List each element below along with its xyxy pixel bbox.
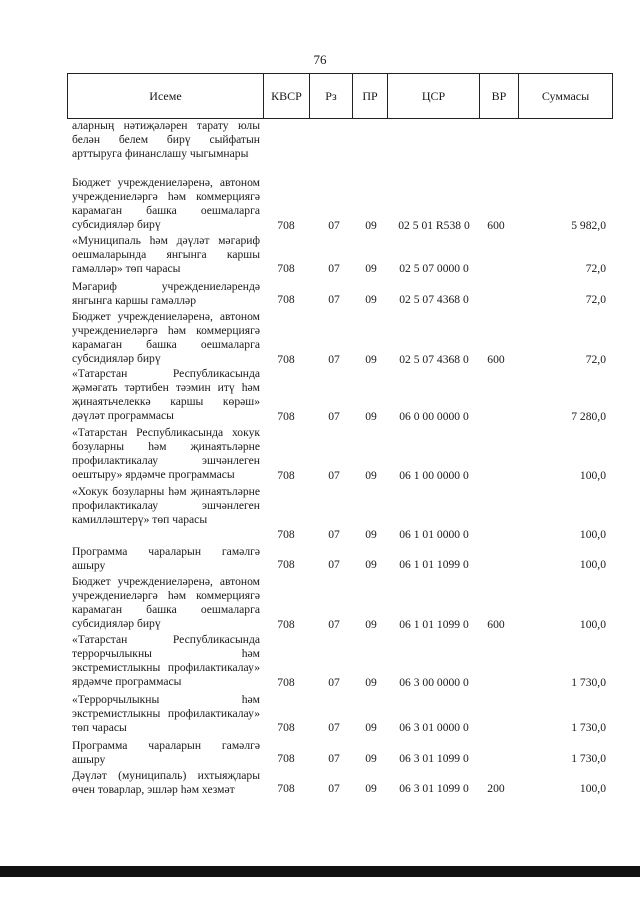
row-csr: 06 1 00 0000 0 xyxy=(399,469,469,482)
row-sum: 5 982,0 xyxy=(571,219,606,232)
header-csr: ЦСР xyxy=(388,74,480,118)
row-sum: 100,0 xyxy=(579,558,606,571)
row-name: «Татарстан Республикасында хокук бозуларны һәм җинаятьләрне профилактикалау эшчәнлеген оештыру» ярдәмче программасы xyxy=(72,426,260,481)
header-vr: ВР xyxy=(480,74,519,118)
row-kvsr: 708 xyxy=(277,469,295,482)
row-csr: 02 5 07 0000 0 xyxy=(399,262,469,275)
row-kvsr: 708 xyxy=(277,558,295,571)
header-sum: Суммасы xyxy=(541,88,590,103)
row-sum: 100,0 xyxy=(579,469,606,482)
row-pr: 09 xyxy=(365,721,377,734)
row-kvsr: 708 xyxy=(277,528,295,541)
row-name: Бюджет учреждениеләренә, автоном учреждениеләргә һәм коммерциягә карамаган башка оешмаларга субсидияләр бирү xyxy=(72,310,260,365)
row-sum: 1 730,0 xyxy=(571,676,606,689)
table-header xyxy=(67,73,613,119)
row-kvsr: 708 xyxy=(277,676,295,689)
row-csr: 06 3 01 1099 0 xyxy=(399,752,469,765)
row-name: «Террорчылыкны һәм экстремистлыкны профилактикалау» төп чарасы xyxy=(72,693,260,734)
row-kvsr: 708 xyxy=(277,721,295,734)
row-pr: 09 xyxy=(365,752,377,765)
row-rz: 07 xyxy=(328,410,340,423)
row-vr: 200 xyxy=(487,782,505,795)
row-csr: 02 5 07 4368 0 xyxy=(399,353,469,366)
row-sum: 7 280,0 xyxy=(571,410,606,423)
row-csr: 06 3 00 0000 0 xyxy=(399,676,469,689)
row-csr: 06 1 01 0000 0 xyxy=(399,528,469,541)
row-rz: 07 xyxy=(328,219,340,232)
row-sum: 1 730,0 xyxy=(571,752,606,765)
row-name: Программа чараларын гамәлгә ашыру xyxy=(72,739,260,766)
row-rz: 07 xyxy=(328,528,340,541)
row-sum: 72,0 xyxy=(585,293,606,306)
row-pr: 09 xyxy=(365,219,377,232)
row-rz: 07 xyxy=(328,558,340,571)
row-rz: 07 xyxy=(328,721,340,734)
row-name: Программа чараларын гамәлгә ашыру xyxy=(72,545,260,572)
row-csr: 06 0 00 0000 0 xyxy=(399,410,469,423)
row-name: аларның нәтиҗәләрен тарату юлы белән белем бирү сыйфатын арттыруга финанслашу чыгымнары xyxy=(72,119,260,160)
row-csr: 06 3 01 0000 0 xyxy=(399,721,469,734)
row-kvsr: 708 xyxy=(277,782,295,795)
row-kvsr: 708 xyxy=(277,410,295,423)
row-kvsr: 708 xyxy=(277,219,295,232)
row-rz: 07 xyxy=(328,782,340,795)
row-rz: 07 xyxy=(328,293,340,306)
row-csr: 06 1 01 1099 0 xyxy=(399,618,469,631)
header-name: Исеме xyxy=(68,74,264,118)
row-kvsr: 708 xyxy=(277,752,295,765)
row-name: «Хокук бозуларны һәм җинаятьләрне профилактикалау эшчәнлеген камилләштерү» төп чарасы xyxy=(72,485,260,526)
row-name: Бюджет учреждениеләренә, автоном учреждениеләргә һәм коммерциягә карамаган башка оешмаларга субсидияләр бирү xyxy=(72,575,260,630)
row-pr: 09 xyxy=(365,410,377,423)
row-pr: 09 xyxy=(365,353,377,366)
header-rz: Рз xyxy=(310,74,353,118)
row-rz: 07 xyxy=(328,752,340,765)
scan-edge-bar xyxy=(0,866,640,877)
row-name: Дәүләт (муниципаль) ихтыяҗлары өчен товарлар, эшләр һәм хезмәт xyxy=(72,769,260,796)
row-sum: 72,0 xyxy=(585,262,606,275)
page-number: 76 xyxy=(313,52,327,67)
row-name: «Татарстан Республикасында террорчылыкны һәм экстремистлыкны профилактикалау» ярдәмче программасы xyxy=(72,633,260,688)
row-pr: 09 xyxy=(365,469,377,482)
row-rz: 07 xyxy=(328,262,340,275)
row-pr: 09 xyxy=(365,618,377,631)
header-kvsr: КВСР xyxy=(264,74,310,118)
row-csr: 02 5 01 R538 0 xyxy=(398,219,470,232)
row-vr: 600 xyxy=(487,618,505,631)
row-pr: 09 xyxy=(365,558,377,571)
row-rz: 07 xyxy=(328,353,340,366)
row-name: «Муниципаль һәм дәүләт мәгариф оешмаларында янгынга каршы гамәлләр» төп чарасы xyxy=(72,234,260,275)
row-sum: 100,0 xyxy=(579,782,606,795)
row-csr: 06 1 01 1099 0 xyxy=(399,558,469,571)
row-pr: 09 xyxy=(365,676,377,689)
row-kvsr: 708 xyxy=(277,618,295,631)
header-pr: ПР xyxy=(353,74,388,118)
row-pr: 09 xyxy=(365,782,377,795)
row-name: «Татарстан Республикасында җәмәгать тәртибен тәэмин итү һәм җинаятьчелеккә каршы көрәш» дәүләт программасы xyxy=(72,367,260,422)
row-sum: 1 730,0 xyxy=(571,721,606,734)
row-csr: 06 3 01 1099 0 xyxy=(399,782,469,795)
row-name: Мәгариф учреждениеләрендә янгынга каршы гамәлләр xyxy=(72,280,260,307)
row-rz: 07 xyxy=(328,676,340,689)
row-kvsr: 708 xyxy=(277,262,295,275)
row-kvsr: 708 xyxy=(277,353,295,366)
row-vr: 600 xyxy=(487,219,505,232)
row-pr: 09 xyxy=(365,262,377,275)
row-pr: 09 xyxy=(365,528,377,541)
row-rz: 07 xyxy=(328,469,340,482)
row-csr: 02 5 07 4368 0 xyxy=(399,293,469,306)
row-name: Бюджет учреждениеләренә, автоном учреждениеләргә һәм коммерциягә карамаган башка оешмаларга субсидияләр бирү xyxy=(72,176,260,231)
row-vr: 600 xyxy=(487,353,505,366)
row-pr: 09 xyxy=(365,293,377,306)
row-sum: 100,0 xyxy=(579,618,606,631)
row-sum: 72,0 xyxy=(585,353,606,366)
row-kvsr: 708 xyxy=(277,293,295,306)
row-sum: 100,0 xyxy=(579,528,606,541)
row-rz: 07 xyxy=(328,618,340,631)
